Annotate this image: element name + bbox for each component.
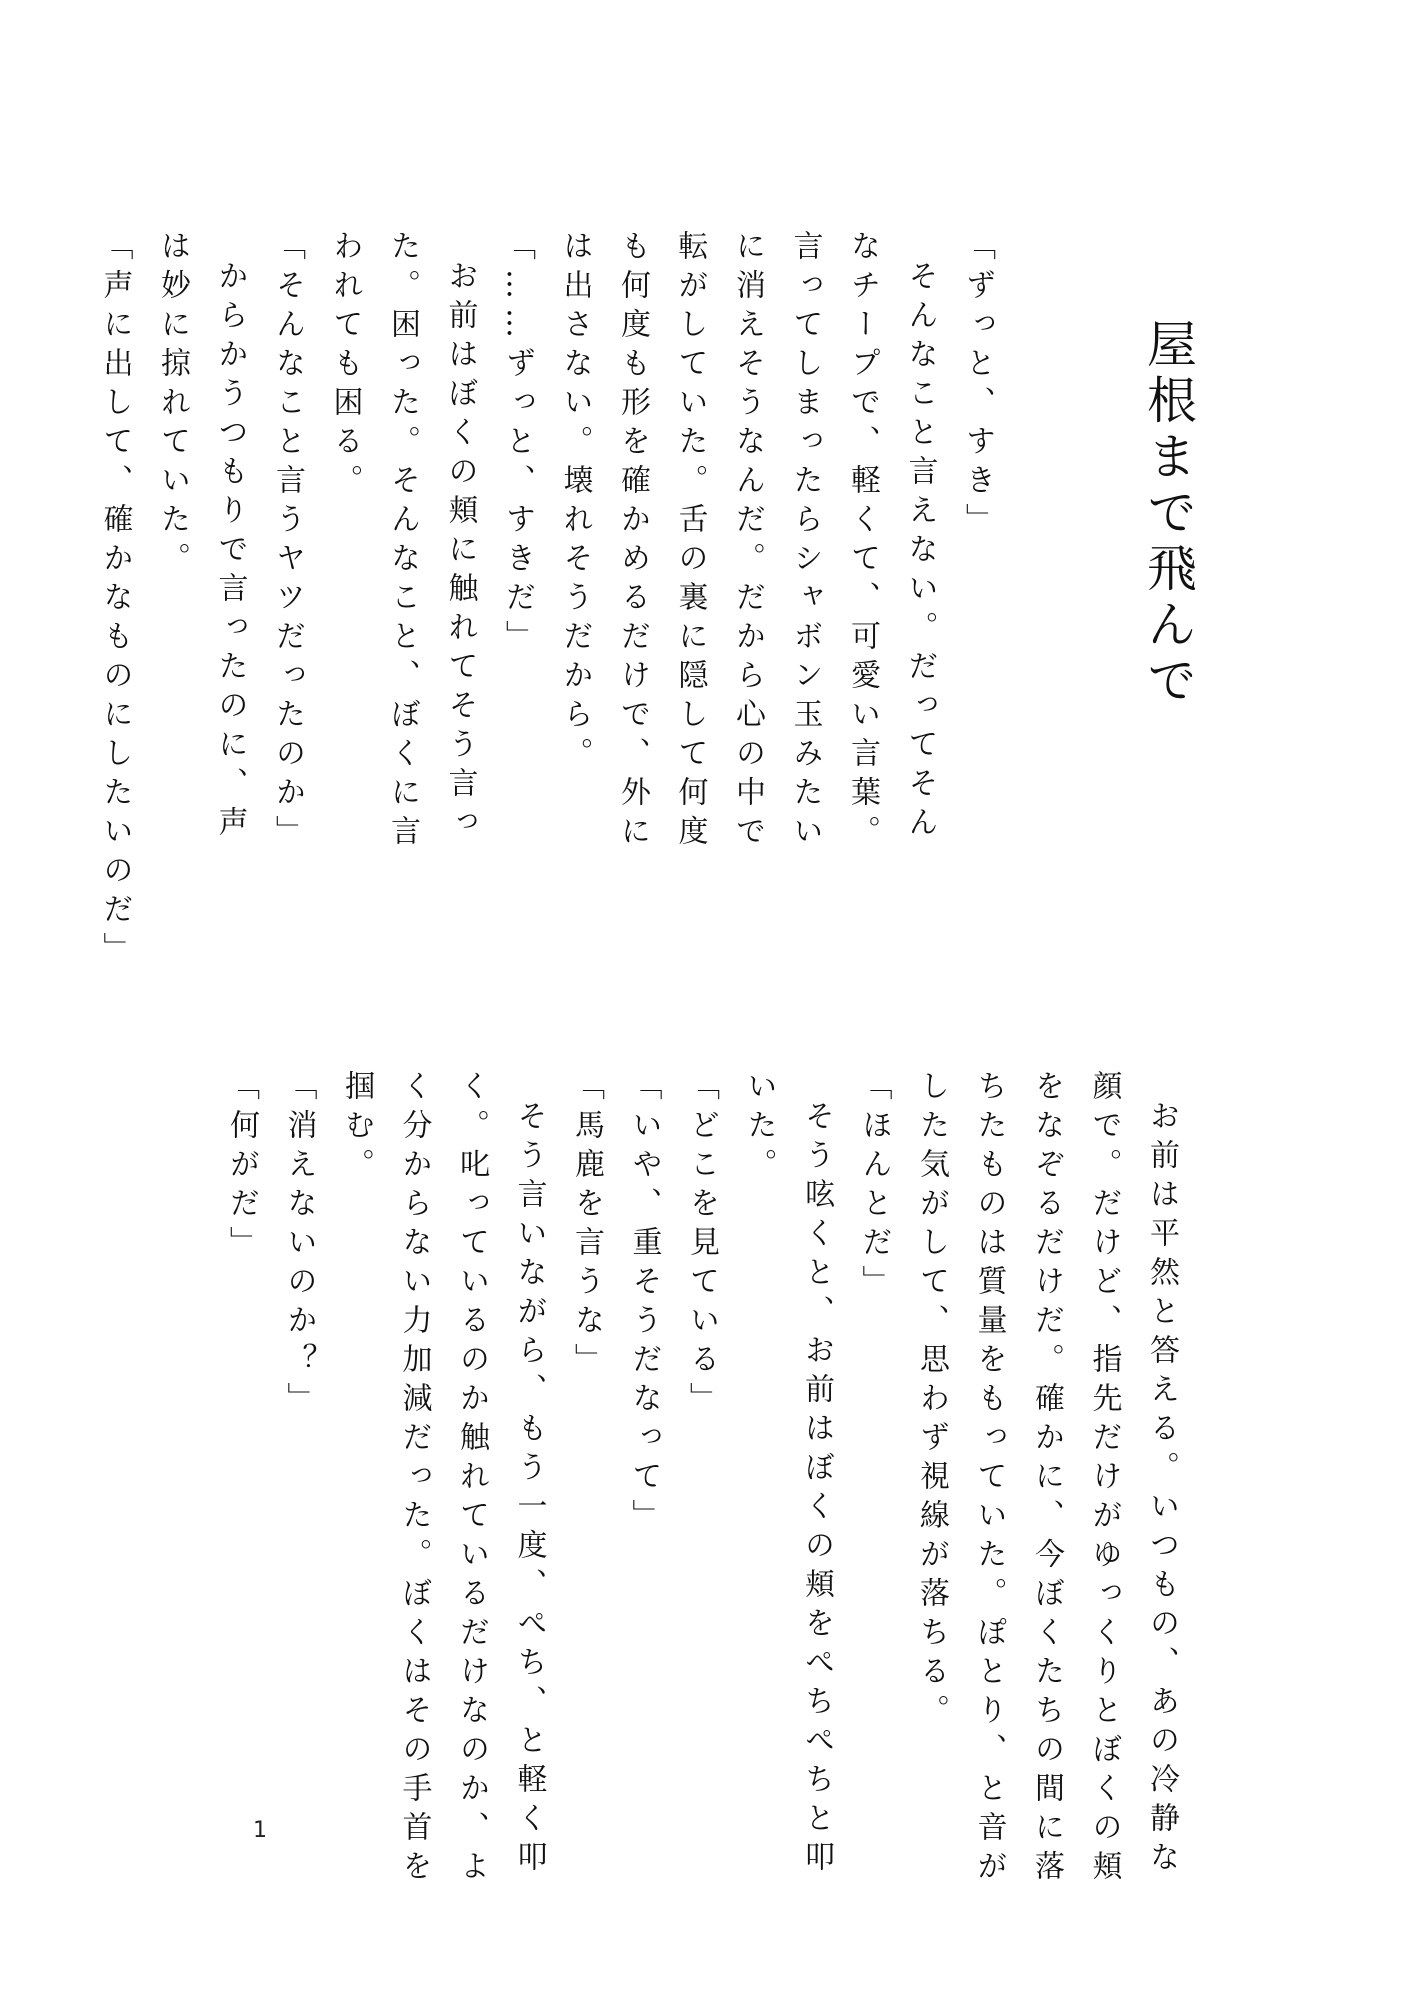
paragraph: 「いや、重そうだなって」 <box>626 1070 662 1538</box>
paragraph: 「どこを見ている」 <box>684 1070 719 1421</box>
paragraph: そんなこと言えない。だってそんなチープで、軽くて、可愛い言葉。言ってしまったらシャボン玉みたいに消えそうなんだ。だから心の中で転がしていた。舌の裏に隠して何度も何度も形を確かめるだけで、外には出さない。壊れそうだから。 <box>557 230 938 854</box>
paragraph: 「……ずっと、すきだ」 <box>500 230 535 659</box>
paragraph: 「そんなこと言うヤツだったのか」 <box>270 230 305 854</box>
paragraph: 「馬鹿を言うな」 <box>569 1070 604 1382</box>
chapter-title: 屋根まで飛んで <box>1139 318 1197 710</box>
page-number: 1 <box>253 1818 267 1843</box>
paragraph: そう呟くと、お前はぼくの頬をぺちぺちと叩いた。 <box>741 1070 834 1880</box>
paragraph: 「声に出して、確かなものにしたいのだ」 <box>97 230 133 971</box>
paragraph: お前はぼくの頬に触れてそう言った。困った。そんなこと、ぼくに言われても困る。 <box>327 230 478 854</box>
paragraph: 「ずっと、すき」 <box>960 230 995 542</box>
paragraph: からかうつもりで言ったのに、声は妙に掠れていた。 <box>155 230 248 845</box>
paragraph: お前は平然と答える。いつもの、あの冷静な顔で。だけど、指先だけがゆっくりとぼくの頬をなぞるだけだ。確かに、今ぼくたちの間に落ちたものは質量をもっていた。ぽとり、と音がした気がして、思わず視線が落ちる。 <box>914 1070 1179 1889</box>
paragraph: そう言いながら、もう一度、ぺち、と軽く叩く。叱っているのか触れているだけなのか、よく分からない力加減だった。ぼくはその手首を掴む。 <box>339 1070 547 1889</box>
text-block-bottom <box>200 1070 1190 1890</box>
paragraph: 「消えないのか？」 <box>281 1070 317 1421</box>
paragraph: 「何がだ」 <box>224 1070 259 1265</box>
paragraph: 「ほんとだ」 <box>856 1070 892 1304</box>
text-block-top <box>97 230 1006 971</box>
